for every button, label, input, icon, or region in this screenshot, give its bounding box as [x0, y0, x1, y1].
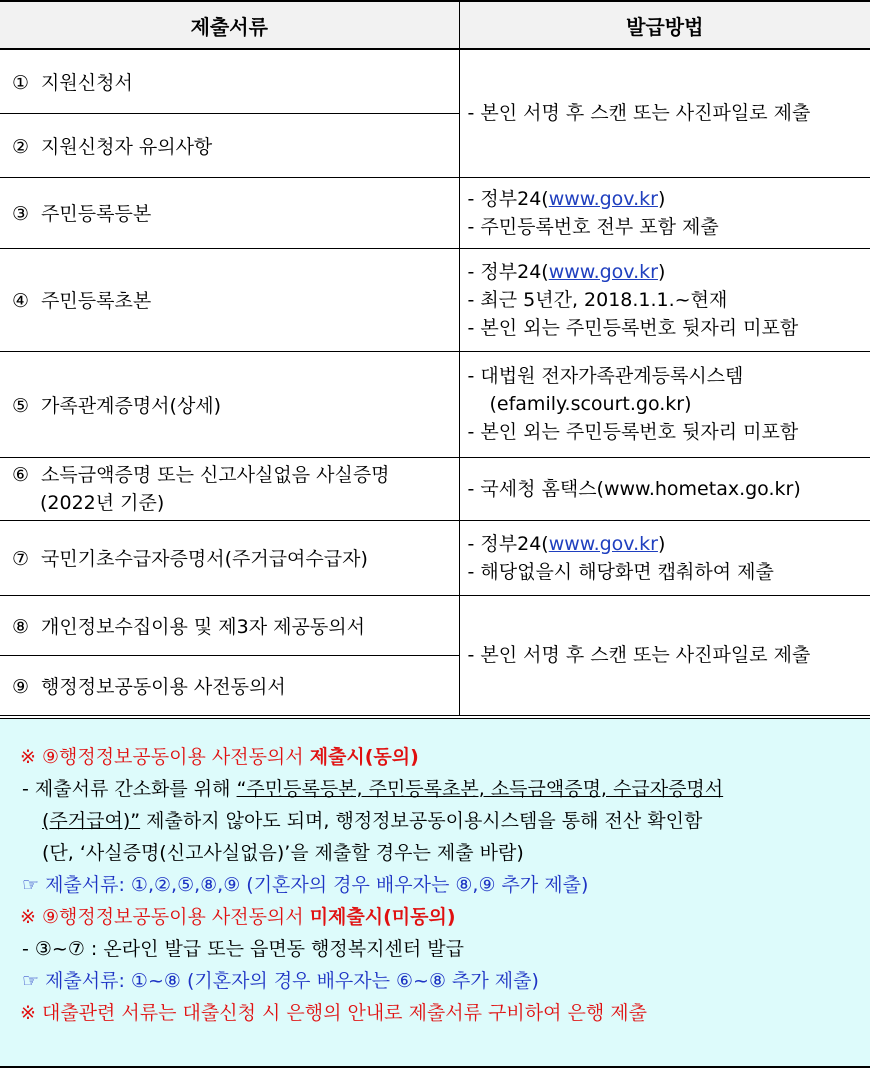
doc-cell — [0, 49, 459, 113]
method-line: - 본인 외는 주민등록번호 뒷자리 미포함 — [467, 421, 799, 443]
note-emphasis: 미제출시(미동의) — [309, 906, 456, 928]
table-header-row — [0, 1, 870, 49]
method-line: (efamily.scourt.go.kr) — [489, 393, 692, 415]
row-number: ⑨ — [12, 675, 30, 698]
gov-link[interactable]: www.gov.kr — [548, 532, 658, 555]
doc-subtitle: (2022년 기준) — [40, 491, 165, 514]
method-cell — [459, 351, 870, 457]
table-row — [0, 351, 870, 457]
row-number: ⑥ — [12, 463, 30, 486]
doc-name: 주민등록초본 — [41, 290, 152, 312]
table-row — [0, 520, 870, 595]
table-row — [0, 248, 870, 351]
doc-cell — [0, 351, 459, 457]
method-cell — [459, 177, 870, 248]
note-nonconsent — [8, 901, 862, 933]
doc-cell — [0, 113, 459, 177]
header-method: 발급방법 — [459, 1, 870, 49]
table-row — [0, 595, 870, 655]
method-prefix: - 정부24( — [467, 187, 549, 210]
note-line: (단, ‘사실증명(신고사실없음)’을 제출할 경우는 제출 바람) — [42, 842, 524, 864]
method-line: - 대법원 전자가족관계등록시스템 — [467, 365, 744, 387]
row-number: ④ — [12, 290, 30, 312]
header-documents: 제출서류 — [0, 1, 459, 49]
method-cell — [459, 520, 870, 595]
note-text: ※ ⑨행정정보공동이용 사전동의서 — [20, 746, 310, 768]
note-line — [8, 773, 862, 805]
row-number: ② — [12, 135, 30, 158]
method-line: - 해당없을시 해당화면 캡춰하여 제출 — [467, 560, 774, 583]
method-line — [468, 185, 870, 213]
row-number: ① — [12, 71, 30, 94]
method-cell — [459, 595, 870, 715]
table-row — [0, 177, 870, 248]
gov-link[interactable]: www.gov.kr — [548, 260, 658, 283]
doc-name: 소득금액증명 또는 신고사실없음 사실증명 — [41, 463, 390, 486]
row-number: ⑦ — [12, 548, 30, 570]
method-line: - 주민등록번호 전부 포함 제출 — [467, 215, 719, 238]
doc-cell — [0, 655, 459, 715]
method-suffix: ) — [657, 260, 666, 283]
note-underlined: “주민등록등본, 주민등록초본, 소득금액증명, 수급자증명서 — [236, 778, 724, 800]
doc-name: 행정정보공동이용 사전동의서 — [41, 675, 286, 698]
notes-box — [0, 718, 870, 1068]
doc-name: 개인정보수집이용 및 제3자 제공동의서 — [41, 615, 365, 638]
note-text: 제출하지 않아도 되며, 행정정보공동이용시스템을 통해 전산 확인함 — [140, 810, 703, 832]
table-row — [0, 49, 870, 113]
note-text: - 제출서류 간소화를 위해 — [22, 778, 237, 800]
method-line — [468, 258, 870, 286]
doc-cell — [0, 248, 459, 351]
doc-name: 국민기초수급자증명서(주거급여수급자) — [41, 548, 368, 570]
method-text: - 본인 서명 후 스캔 또는 사진파일로 제출 — [467, 644, 811, 666]
row-number: ⑤ — [12, 394, 30, 417]
row-number: ③ — [12, 203, 30, 225]
doc-cell — [0, 595, 459, 655]
note-pointer: ☞ 제출서류: ①~⑧ (기혼자의 경우 배우자는 ⑥~⑧ 추가 제출) — [22, 970, 539, 992]
method-text: - 본인 서명 후 스캔 또는 사진파일로 제출 — [467, 102, 811, 125]
method-cell — [459, 457, 870, 520]
note-pointer: ☞ 제출서류: ①,②,⑤,⑧,⑨ (기혼자의 경우 배우자는 ⑧,⑨ 추가 제출) — [22, 874, 589, 896]
doc-name: 가족관계증명서(상세) — [41, 394, 222, 417]
method-line: - 최근 5년간, 2018.1.1.~현재 — [467, 288, 728, 311]
row-number: ⑧ — [12, 615, 30, 638]
method-cell — [459, 248, 870, 351]
method-prefix: - 정부24( — [467, 260, 549, 283]
doc-name: 지원신청자 유의사항 — [41, 135, 213, 158]
note-underlined: (주거급여)” — [42, 810, 141, 832]
method-suffix: ) — [657, 187, 666, 210]
doc-cell — [0, 457, 459, 520]
doc-cell — [0, 177, 459, 248]
method-line — [468, 530, 870, 558]
note-consent — [8, 741, 862, 773]
method-cell — [459, 49, 870, 177]
note-line — [8, 805, 862, 837]
doc-name: 지원신청서 — [41, 71, 133, 94]
note-line: - ③~⑦ : 온라인 발급 또는 읍면동 행정복지센터 발급 — [22, 938, 464, 960]
method-text: - 국세청 홈택스(www.hometax.go.kr) — [467, 477, 801, 500]
doc-name: 주민등록등본 — [41, 203, 152, 225]
gov-link[interactable]: www.gov.kr — [548, 187, 658, 210]
method-line: - 본인 외는 주민등록번호 뒷자리 미포함 — [467, 316, 799, 339]
doc-cell — [0, 520, 459, 595]
table-row — [0, 457, 870, 520]
note-text: ※ ⑨행정정보공동이용 사전동의서 — [20, 906, 310, 928]
note-loan: ※ 대출관련 서류는 대출신청 시 은행의 안내로 제출서류 구비하여 은행 제출 — [20, 1002, 647, 1024]
method-prefix: - 정부24( — [467, 532, 549, 555]
note-emphasis: 제출시(동의) — [309, 746, 419, 768]
method-suffix: ) — [657, 532, 666, 555]
